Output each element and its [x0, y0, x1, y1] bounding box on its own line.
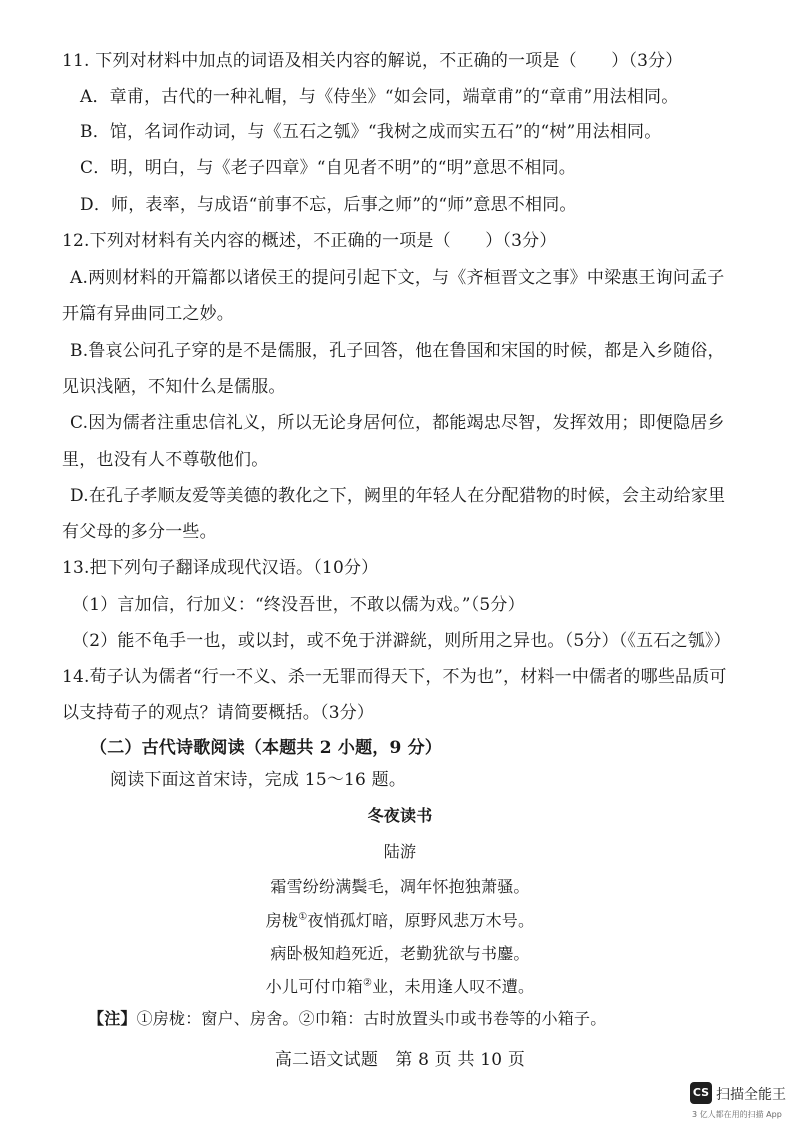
- poem-line-3: 病卧极知趋死近，老勤犹欲与书鏖。: [270, 944, 530, 963]
- camscanner-logo-icon: CS: [690, 1082, 712, 1104]
- section-title: （二）古代诗歌阅读（本题共 2 小题，9 分）: [90, 738, 443, 758]
- watermark-app-name: 扫描全能王: [716, 1087, 786, 1103]
- footnote-marker-2: ②: [363, 977, 373, 989]
- poem-title: 冬夜读书: [367, 806, 433, 825]
- q12-option-b-line1: B.鲁哀公问孔子穿的是不是儒服，孔子回答，他在鲁国和宋国的时候，都是入乡随俗，: [70, 341, 725, 361]
- poem-line-2-start: 房栊: [265, 911, 299, 930]
- q14-line2: 以支持荀子的观点？请简要概括。（3分）: [62, 703, 375, 723]
- poem-line-4: [0, 976, 800, 998]
- note-label: 【注】: [88, 1009, 137, 1028]
- q13-sentence-1: （1）言加信，行加义：“终没吾世，不敢以儒为戏。”（5分）: [72, 595, 525, 615]
- q13-sentence-2: （2）能不龟手一也，或以封，或不免于洴澼絖，则所用之异也。（5分）（《五石之瓠》）: [72, 631, 731, 651]
- q13-stem: 13.把下列句子翻译成现代汉语。（10分）: [62, 558, 379, 578]
- poem-line-4-end: 业，未用逢人叹不遭。: [372, 977, 535, 996]
- page-footer: 高二语文试题 第 8 页 共 10 页: [274, 1050, 526, 1070]
- scanner-watermark: [690, 1082, 794, 1122]
- note-text: ①房栊：窗户、房舍。②巾箱：古时放置头巾或书卷等的小箱子。: [136, 1009, 607, 1028]
- q12-option-b-line2: 见识浅陋，不知什么是儒服。: [62, 377, 286, 397]
- watermark-tagline: 3 亿人都在用的扫描 App: [692, 1110, 782, 1119]
- q11-option-c: C．明，明白，与《老子四章》“自见者不明”的“明”意思不相同。: [80, 158, 576, 178]
- q11-stem: 11. 下列对材料中加点的词语及相关内容的解说，不正确的一项是（ ）（3分）: [62, 51, 683, 71]
- poem-note: [88, 1008, 606, 1030]
- q12-stem: 12.下列对材料有关内容的概述，不正确的一项是（ ）（3分）: [62, 231, 557, 251]
- q11-option-a: A．章甫，古代的一种礼帽，与《侍坐》“如会同，端章甫”的“章甫”用法相同。: [80, 87, 679, 107]
- q11-option-b: B．馆，名词作动词，与《五石之瓠》“我树之成而实五石”的“树”用法相同。: [80, 122, 662, 142]
- q12-option-d-line1: D.在孔子孝顺友爱等美德的教化之下，阙里的年轻人在分配猎物的时候，会主动给家里: [70, 486, 726, 506]
- poem-line-2-end: 夜悄孤灯暗，原野风悲万木号。: [307, 911, 535, 930]
- q12-option-c-line2: 里，也没有人不尊敬他们。: [62, 450, 269, 470]
- section-intro: 阅读下面这首宋诗，完成 15～16 题。: [110, 770, 407, 790]
- q14-line1: 14.荀子认为儒者“行一不义、杀一无罪而得天下，不为也”，材料一中儒者的哪些品质可: [62, 667, 727, 687]
- q12-option-a-line2: 开篇有异曲同工之妙。: [62, 304, 234, 324]
- poem-author: 陆游: [383, 842, 417, 861]
- footnote-marker-1: ①: [298, 911, 308, 923]
- poem-line-2: [0, 910, 800, 932]
- q11-option-d: D．师，表率，与成语“前事不忘，后事之师”的“师”意思不相同。: [80, 195, 577, 215]
- poem-line-4-start: 小儿可付巾箱: [265, 977, 363, 996]
- q12-option-a-line1: A.两则材料的开篇都以诸侯王的提问引起下文，与《齐桓晋文之事》中梁惠王询问孟子: [70, 268, 725, 288]
- poem-line-1: 霜雪纷纷满鬓毛，凋年怀抱独萧骚。: [270, 877, 530, 896]
- q12-option-d-line2: 有父母的多分一些。: [62, 522, 217, 542]
- q12-option-c-line1: C.因为儒者注重忠信礼义，所以无论身居何位，都能竭忠尽智，发挥效用；即便隐居乡: [70, 413, 725, 433]
